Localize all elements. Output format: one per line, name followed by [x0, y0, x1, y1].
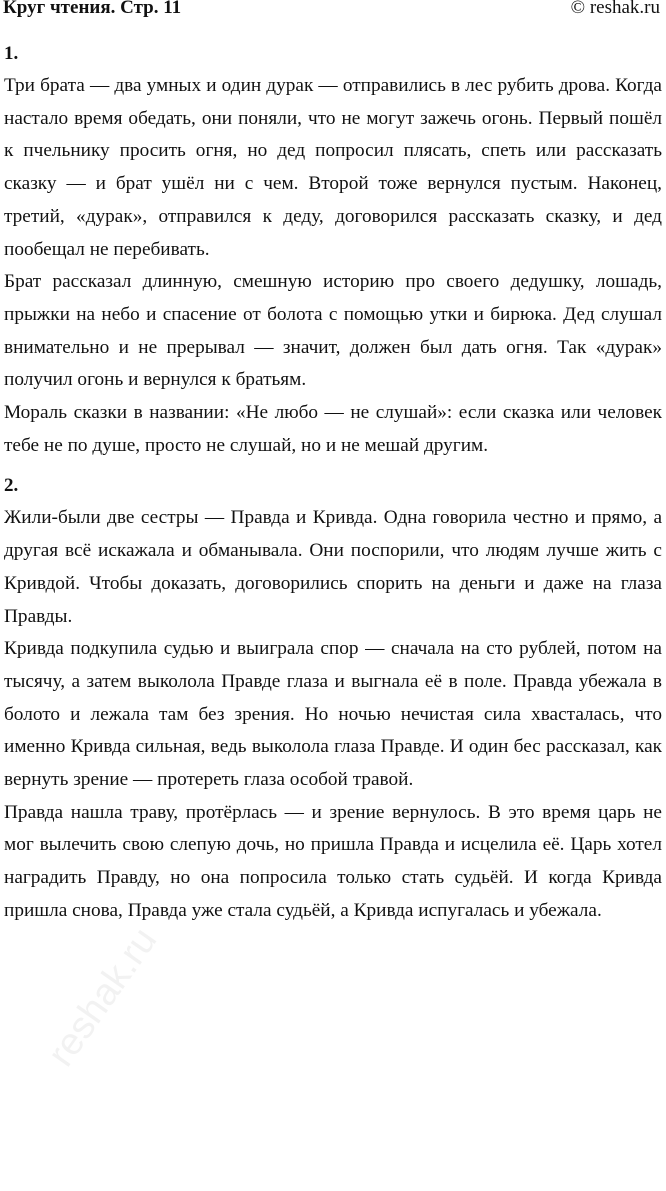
- paragraph: Правда нашла траву, протёрлась — и зрение вернулось. В это время царь не мог вылечить свою слепую дочь, но пришла Правда и исцелила её. Царь хотел наградить Правду, но она попросила только стать судьёй. И когда Кривда пришла снова, Правда уже стала судьёй, а Кривда испугалась и убежала.: [4, 801, 662, 921]
- task-1: [4, 38, 662, 462]
- watermark: reshak.ru: [40, 920, 166, 1075]
- paragraph: Три брата — два умных и один дурак — отправились в лес рубить дрова. Когда настало время обедать, они поняли, что не могут зажечь огонь. Первый пошёл к пчельнику просить огня, но дед попросил плясать, спеть или рассказать сказку — и брат ушёл ни с чем. Второй тоже вернулся пустым. Наконец, третий, «дурак», отправился к деду, договорился рассказать сказку, и дед пообещал не перебивать.: [4, 75, 662, 260]
- source-credit[interactable]: © reshak.ru: [570, 0, 660, 18]
- task-number: 2.: [4, 475, 19, 497]
- paragraph: Жили-были две сестры — Правда и Кривда. Одна говорила честно и прямо, а другая всё искажала и обманывала. Они поспорили, что людям лучше жить с Кривдой. Чтобы доказать, договорились спорить на деньги и даже на глаза Правды.: [4, 507, 662, 627]
- paragraph: Кривда подкупила судью и выиграла спор — сначала на сто рублей, потом на тысячу, а затем выколола Правде глаза и выгнала её в поле. Правда убежала в болото и лежала там без зрения. Но ночью нечистая сила хвасталась, что именно Кривда сильная, ведь выколола глаза Правде. И один бес рассказал, как вернуть зрение — протереть глаза особой травой.: [4, 638, 662, 791]
- answer-content: [4, 38, 662, 928]
- task-number: 1.: [4, 43, 19, 64]
- page-title: Круг чтения. Стр. 11: [3, 0, 182, 18]
- paragraph: Мораль сказки в названии: «Не любо — не слушай»: если сказка или человек тебе не по душе, просто не слушай, но и не мешай другим.: [4, 402, 662, 456]
- task-2: [4, 470, 662, 927]
- paragraph: Брат рассказал длинную, смешную историю про своего дедушку, лошадь, прыжки на небо и спасение от болота с помощью утки и бирюка. Дед слушал внимательно и не прерывал — значит, должен был дать огня. Так «дурак» получил огонь и вернулся к братьям.: [4, 271, 662, 391]
- page-header: [0, 0, 666, 22]
